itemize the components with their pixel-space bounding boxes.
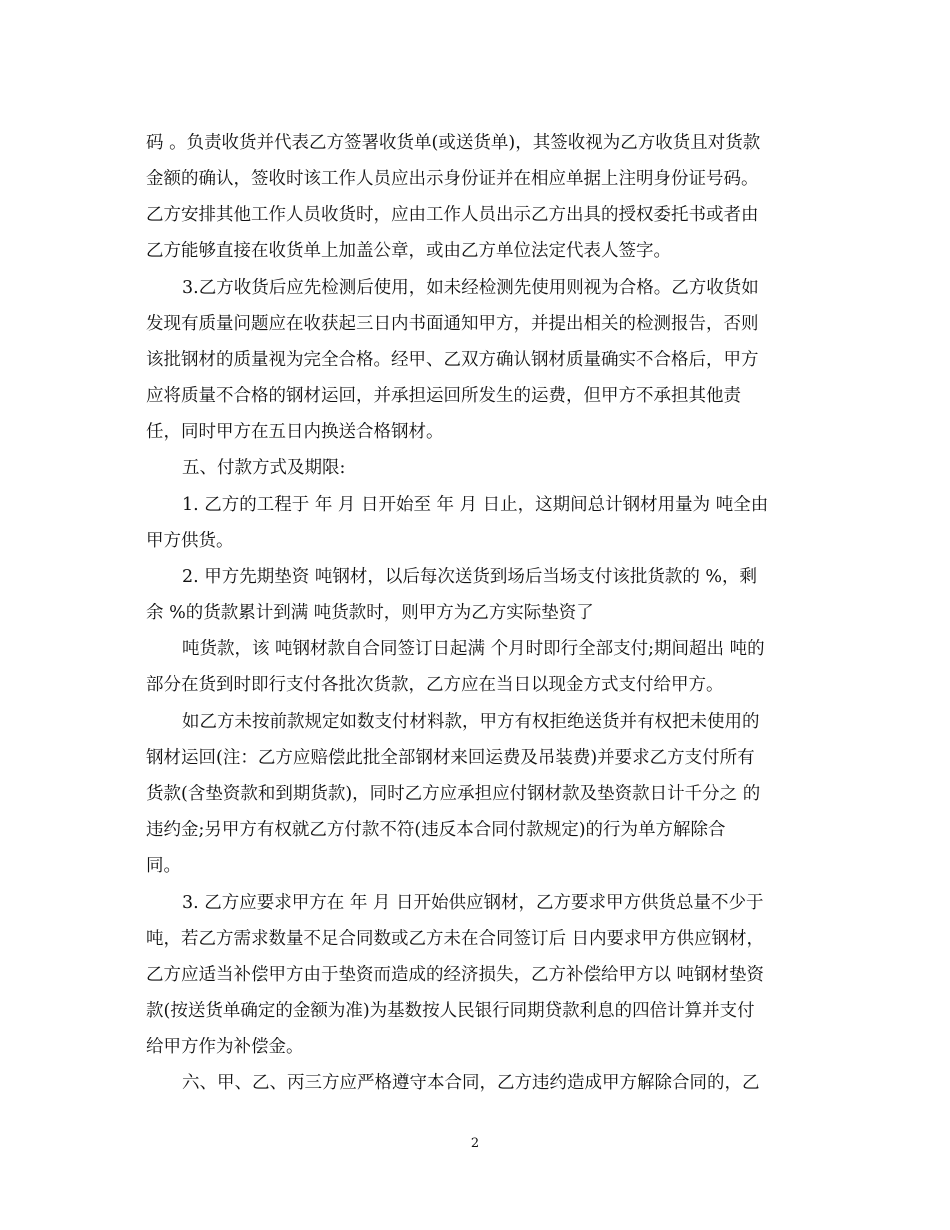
text-line: 应将质量不合格的钢材运回，并承担运回所发生的运费，但甲方不承担其他责 <box>146 386 741 406</box>
text-line: 1. 乙方的工程于 年 月 日开始至 年 月 日止，这期间总计钢材用量为 吨全由 <box>182 495 769 515</box>
text-line: 吨货款，该 吨钢材款自合同签订日起满 个月时即行全部支付;期间超出 吨的 <box>182 639 765 659</box>
text-line: 货款(含垫资款和到期货款)，同时乙方应承担应付钢材款及垫资款日计千分之 的 <box>146 784 761 804</box>
text-line: 余 %的货款累计到满 吨货款时，则甲方为乙方实际垫资了 <box>146 603 594 623</box>
text-line: 给甲方作为补偿金。 <box>146 1037 304 1057</box>
section-heading: 六、甲、乙、丙三方应严格遵守本合同，乙方违约造成甲方解除合同的，乙 <box>182 1073 760 1093</box>
text-line: 3.乙方收货后应先检测后使用，如未经检测先使用则视为合格。乙方收货如 <box>182 278 759 298</box>
text-line: 任，同时甲方在五日内换送合格钢材。 <box>146 422 444 442</box>
text-line: 发现有质量问题应在收获起三日内书面通知甲方，并提出相关的检测报告，否则 <box>146 314 759 334</box>
text-line: 乙方安排其他工作人员收货时，应由工作人员出示乙方出具的授权委托书或者由 <box>146 205 759 225</box>
text-line: 3. 乙方应要求甲方在 年 月 日开始供应钢材，乙方要求甲方供货总量不少于 <box>182 893 764 913</box>
text-line: 同。 <box>146 856 181 876</box>
text-line: 甲方供货。 <box>146 531 234 551</box>
text-line: 乙方应适当补偿甲方由于垫资而造成的经济损失，乙方补偿给甲方以 吨钢材垫资 <box>146 965 765 985</box>
text-line: 款(按送货单确定的金额为准)为基数按人民银行同期贷款利息的四倍计算并支付 <box>146 1001 755 1021</box>
text-line: 码 。负责收货并代表乙方签署收货单(或送货单)，其签收视为乙方收货且对货款 <box>146 133 761 153</box>
text-line: 金额的确认，签收时该工作人员应出示身份证并在相应单据上注明身份证号码。 <box>146 169 759 189</box>
text-line: 如乙方未按前款规定如数支付材料款，甲方有权拒绝送货并有权把未使用的 <box>182 712 760 732</box>
text-line: 部分在货到时即行支付各批次货款，乙方应在当日以现金方式支付给甲方。 <box>146 675 724 695</box>
text-line: 2. 甲方先期垫资 吨钢材，以后每次送货到场后当场支付该批货款的 %，剩 <box>182 567 758 587</box>
text-line: 该批钢材的质量视为完全合格。经甲、乙双方确认钢材质量确实不合格后，甲方 <box>146 350 759 370</box>
text-line: 违约金;另甲方有权就乙方付款不符(违反本合同付款规定)的行为单方解除合 <box>146 820 726 840</box>
page-number: 2 <box>470 1136 480 1151</box>
section-heading: 五、付款方式及期限: <box>182 458 346 478</box>
text-line: 钢材运回(注：乙方应赔偿此批全部钢材来回运费及吊装费)并要求乙方支付所有 <box>146 748 755 768</box>
text-line: 吨，若乙方需求数量不足合同数或乙方未在合同签订后 日内要求甲方供应钢材， <box>146 929 765 949</box>
text-line: 乙方能够直接在收货单上加盖公章，或由乙方单位法定代表人签字。 <box>146 241 671 261</box>
